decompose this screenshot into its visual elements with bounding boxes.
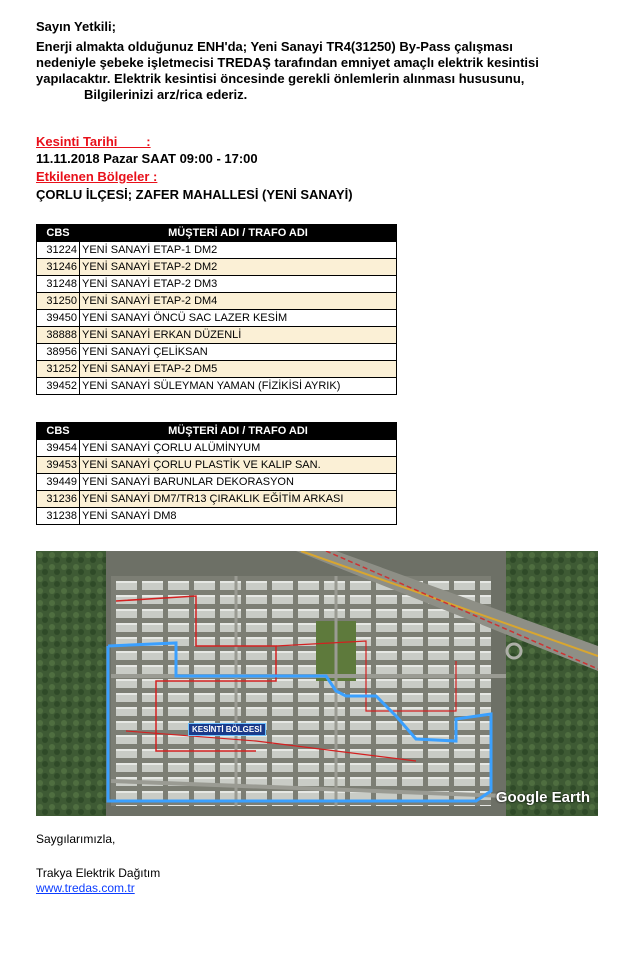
table-row: 39449 YENİ SANAYİ BARUNLAR DEKORASYON (37, 474, 397, 491)
customer-table-1 (36, 224, 397, 395)
body-line-last: Bilgilerinizi arz/rica ederiz. (84, 87, 248, 102)
outage-region-label: KESİNTİ BÖLGESİ (188, 723, 266, 736)
customer-table-2 (36, 422, 397, 525)
table-row: 31250 YENİ SANAYİ ETAP-2 DM4 (37, 293, 397, 310)
greeting: Sayın Yetkili; (36, 19, 116, 34)
header-cbs: CBS (37, 423, 80, 440)
table-row: 38956 YENİ SANAYİ ÇELİKSAN (37, 344, 397, 361)
header-name: MÜŞTERİ ADI / TRAFO ADI (80, 225, 397, 242)
website-link[interactable]: www.tredas.com.tr (36, 881, 135, 895)
body-line: Enerji almakta olduğunuz ENH'da; Yeni Sanayi TR4(31250) By-Pass çalışması (36, 39, 513, 54)
outage-date-value: 11.11.2018 Pazar SAAT 09:00 - 17:00 (36, 151, 258, 166)
header-name: MÜŞTERİ ADI / TRAFO ADI (80, 423, 397, 440)
google-earth-watermark: Google Earth (495, 789, 590, 806)
table-row: 39452 YENİ SANAYİ SÜLEYMAN YAMAN (FİZİKİSİ AYRIK) (37, 378, 397, 395)
body-line: nedeniyle şebeke işletmecisi TREDAŞ tarafından emniyet amaçlı elektrik kesintisi (36, 55, 539, 70)
outage-date-label: Kesinti Tarihi : (36, 134, 151, 149)
letter-body (36, 39, 636, 103)
table-row: 31238 YENİ SANAYİ DM8 (37, 508, 397, 525)
table-row: 39450 YENİ SANAYİ ÖNCÜ SAC LAZER KESİM (37, 310, 397, 327)
table-row: 38888 YENİ SANAYİ ERKAN DÜZENLİ (37, 327, 397, 344)
table-row: 31236 YENİ SANAYİ DM7/TR13 ÇIRAKLIK EĞİTİM ARKASI (37, 491, 397, 508)
table-row: 31246 YENİ SANAYİ ETAP-2 DM2 (37, 259, 397, 276)
map-illustration (36, 551, 598, 816)
table-row: 39454 YENİ SANAYİ ÇORLU ALÜMİNYUM (37, 440, 397, 457)
closing: Saygılarımızla, (36, 832, 116, 846)
table-row: 31224 YENİ SANAYİ ETAP-1 DM2 (37, 242, 397, 259)
table-row: 39453 YENİ SANAYİ ÇORLU PLASTİK VE KALIP SAN. (37, 457, 397, 474)
affected-regions-value: ÇORLU İLÇESİ; ZAFER MAHALLESİ (YENİ SANAYİ) (36, 187, 353, 202)
company-name: Trakya Elektrik Dağıtım (36, 866, 161, 880)
body-line: yapılacaktır. Elektrik kesintisi öncesinde gerekli önlemlerin alınması hususunu, (36, 71, 525, 86)
satellite-map (36, 551, 598, 816)
header-cbs: CBS (37, 225, 80, 242)
table-row: 31248 YENİ SANAYİ ETAP-2 DM3 (37, 276, 397, 293)
affected-regions-label: Etkilenen Bölgeler : (36, 169, 158, 184)
table-row: 31252 YENİ SANAYİ ETAP-2 DM5 (37, 361, 397, 378)
